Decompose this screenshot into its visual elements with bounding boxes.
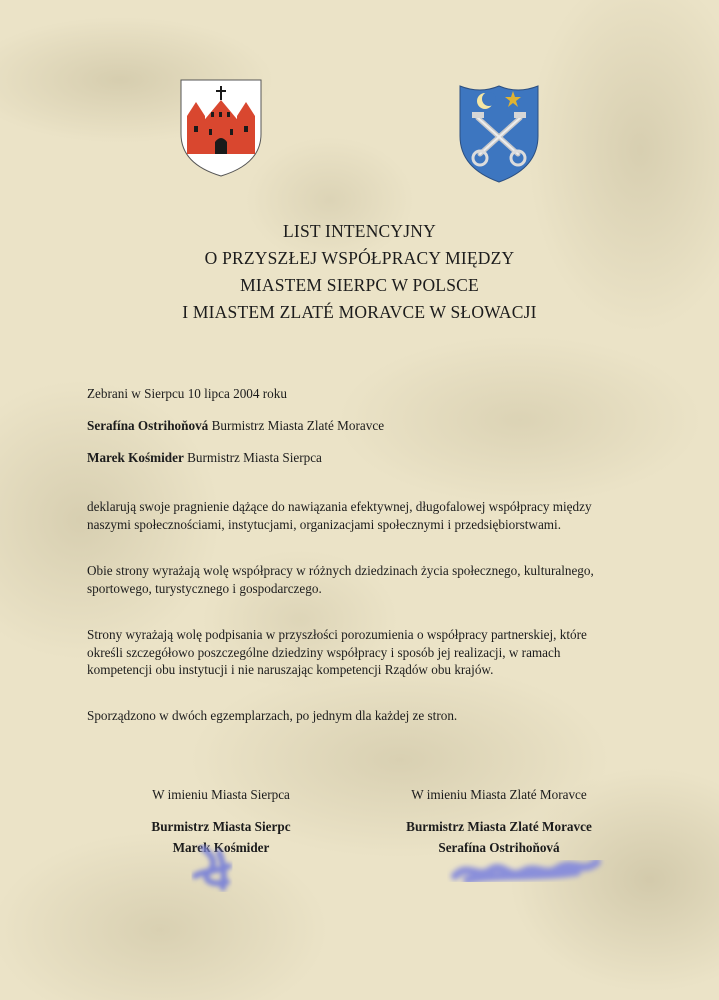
signature-right-name: Serafína Ostrihoňová (438, 840, 560, 855)
paragraph-line: Strony wyrażają wolę podpisania w przyszłości porozumienia o współpracy partnerskiej, które (87, 627, 587, 642)
signature-scribble-left-icon (183, 842, 253, 896)
signature-right-heading: W imieniu Miasta Zlaté Moravce (411, 787, 587, 802)
signatory-role: Burmistrz Miasta Zlaté Moravce (211, 418, 385, 433)
title-line-1: LIST INTENCYJNY (283, 221, 436, 241)
zlate-moravce-coat-of-arms-icon (456, 82, 542, 184)
title-line-4: I MIASTEM ZLATÉ MORAVCE W SŁOWACJI (182, 302, 537, 322)
title-line-3: MIASTEM SIERPC W POLSCE (240, 275, 479, 295)
meeting-line: Zebrani w Sierpcu 10 lipca 2004 roku (87, 386, 287, 401)
signature-left-title: Burmistrz Miasta Sierpc (151, 819, 291, 834)
signatory-role: Burmistrz Miasta Sierpca (187, 450, 322, 465)
sierpc-coat-of-arms-icon (178, 76, 264, 178)
document-title (0, 218, 719, 326)
title-line-2: O PRZYSZŁEJ WSPÓŁPRACY MIĘDZY (204, 248, 515, 268)
signature-right-title: Burmistrz Miasta Zlaté Moravce (406, 819, 592, 834)
paragraph-line: naszymi społecznościami, instytucjami, organizacjami społecznymi i przedsiębiorstwami. (87, 516, 562, 532)
signature-left-heading: W imieniu Miasta Sierpca (152, 787, 290, 802)
paragraph-agreement (87, 626, 633, 679)
paragraph-line: określi szczegółowo poszczególne dziedziny współpracy i sposób jej realizacji, w ramach (87, 644, 561, 660)
signatory-name: Serafína Ostrihoňová (87, 418, 209, 433)
paragraph-line: sportowego, turystycznego i gospodarczego. (87, 580, 322, 596)
paragraph-line: Obie strony wyrażają wolę współpracy w różnych dziedzinach życia społecznego, kulturalnego, (87, 563, 594, 578)
signature-left-name: Marek Kośmider (172, 840, 270, 855)
signatory-zlate-moravce (87, 417, 633, 435)
paragraph-declaration (87, 498, 633, 533)
signatory-name: Marek Kośmider (87, 450, 184, 465)
paragraph-cooperation (87, 562, 633, 597)
paragraph-line: deklarują swoje pragnienie dążące do nawiązania efektywnej, długofalowej współpracy między (87, 499, 592, 514)
paragraph-line: kompetencji obu instytucji i nie naruszając kompetencji Rządów obu krajów. (87, 662, 494, 677)
closing-line: Sporządzono w dwóch egzemplarzach, po jednym dla każdej ze stron. (87, 708, 458, 723)
signatory-sierpc (87, 449, 633, 467)
signature-scribble-right-icon (447, 850, 607, 890)
